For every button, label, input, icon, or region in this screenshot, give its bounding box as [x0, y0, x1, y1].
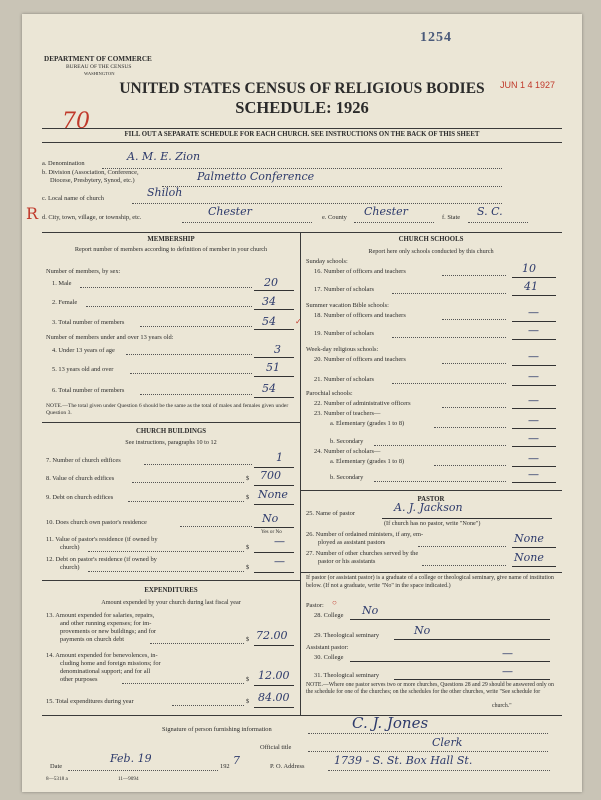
q23a-value[interactable]: —	[528, 414, 539, 427]
q13-label-3: provements or new buildings; and for	[60, 628, 157, 635]
official-title-value[interactable]: Clerk	[432, 736, 463, 749]
q11-value[interactable]: —	[274, 535, 285, 548]
buildings-heading: CHURCH BUILDINGS	[135, 428, 207, 435]
date-value[interactable]: Feb. 19	[110, 752, 152, 765]
q29-value[interactable]: No	[414, 624, 431, 637]
q23-label: 23. Number of teachers—	[314, 410, 381, 417]
q16-value[interactable]: 10	[522, 262, 536, 275]
dotted-line	[392, 383, 506, 384]
answer-line	[512, 408, 556, 409]
q12-label-1: 12. Debt on pastor's residence (if owned by	[46, 556, 157, 563]
answer-line	[382, 518, 552, 519]
dollar-sign: $	[246, 544, 250, 551]
dotted-line	[418, 546, 506, 547]
divider	[42, 232, 562, 233]
answer-line	[254, 376, 294, 377]
red-check-icon: ✓	[295, 317, 302, 326]
year-handwritten[interactable]: 7	[233, 754, 240, 767]
dotted-line	[80, 287, 252, 288]
dotted-line	[328, 770, 550, 771]
answer-line	[512, 321, 556, 322]
print-code: 11—9094	[118, 776, 139, 782]
city-name: WASHINGTON	[84, 71, 115, 76]
q24b-value[interactable]: —	[528, 468, 539, 481]
form-code: 8—5318 a	[46, 776, 68, 782]
q3-label: 3. Total number of members	[52, 319, 125, 326]
denomination-value[interactable]: A. M. E. Zion	[127, 150, 201, 163]
membership-subheading: Report number of members according to definition of member in your church	[74, 246, 268, 253]
dotted-line	[132, 482, 244, 483]
answer-line	[512, 365, 556, 366]
q24b-label: b. Secondary	[330, 474, 364, 481]
county-value[interactable]: Chester	[364, 205, 408, 218]
sunday-label: Sunday schools:	[306, 258, 348, 265]
membership-note: NOTE.—The total given under Question 6 should be the same as the total of males and females given under Question 3.	[46, 403, 289, 416]
q17-value[interactable]: 41	[524, 280, 538, 293]
q15-value[interactable]: 84.00	[258, 691, 290, 704]
q29-label: 29. Theological seminary	[314, 632, 380, 639]
q27-label-1: 27. Number of other churches served by the	[306, 550, 419, 557]
dotted-line	[468, 222, 528, 223]
bureau-name: BUREAU OF THE CENSUS	[66, 64, 132, 70]
answer-line	[254, 707, 294, 708]
dotted-line	[442, 319, 506, 320]
divider	[42, 715, 562, 716]
form-number: 1254	[420, 30, 452, 45]
q26-label-2: ployed as assistant pastors	[318, 539, 386, 546]
q13-label-4: payments on church debt	[60, 636, 125, 643]
divider	[42, 142, 562, 143]
divider	[42, 422, 300, 423]
answer-line	[512, 466, 556, 467]
q20-label: 20. Number of officers and teachers	[314, 356, 406, 363]
q13-label-1: 13. Amount expended for salaries, repairs,	[46, 612, 155, 619]
dotted-line	[392, 293, 506, 294]
q25-label: 25. Name of pastor	[306, 510, 355, 517]
dotted-line	[102, 168, 502, 169]
q13-label-2: and other running expenses; for im-	[60, 620, 152, 627]
dotted-line	[308, 751, 548, 752]
answer-line	[512, 566, 556, 567]
q9-value[interactable]: None	[258, 488, 288, 501]
q27-label-2: pastor or his assistants	[318, 558, 376, 565]
divider	[42, 128, 562, 129]
dollar-sign: $	[246, 676, 250, 683]
dotted-line	[180, 526, 252, 527]
dollar-sign: $	[246, 636, 250, 643]
red-r-mark: R	[26, 204, 39, 223]
official-title-label: Official title	[260, 744, 292, 751]
q8-value[interactable]: 700	[260, 469, 281, 482]
dotted-line	[442, 407, 506, 408]
q24a-value[interactable]: —	[528, 452, 539, 465]
buildings-subheading: See instructions, paragraphs 10 to 12	[125, 439, 217, 446]
q3-value[interactable]: 54	[262, 315, 276, 328]
answer-line	[254, 357, 294, 358]
schools-heading: CHURCH SCHOOLS	[398, 236, 464, 243]
q24a-label: a. Elementary (grades 1 to 8)	[330, 458, 405, 465]
pastor-note: NOTE.—Where one pastor serves two or more churches, Questions 28 and 29 should be answered only on the schedule for one of the churches; on the schedules for the other churches, write "See schedule for	[306, 682, 554, 695]
membership-heading: MEMBERSHIP	[147, 236, 195, 243]
dollar-sign: $	[246, 494, 250, 501]
q5-label: 5. 13 years old and over	[52, 366, 114, 373]
department-name: DEPARTMENT OF COMMERCE	[44, 55, 152, 63]
dotted-line	[308, 733, 548, 734]
dotted-line	[182, 222, 312, 223]
q30-value[interactable]: —	[502, 647, 513, 660]
q22-label: 22. Number of administrative officers	[314, 400, 411, 407]
q28-label: 28. College	[314, 612, 344, 619]
dotted-line	[392, 337, 506, 338]
answer-line	[512, 547, 556, 548]
dotted-line	[162, 186, 502, 187]
q25-value[interactable]: A. J. Jackson	[394, 501, 463, 514]
q13-value[interactable]: 72.00	[256, 629, 288, 642]
address-value[interactable]: 1739 - S. St. Box Hall St.	[334, 754, 473, 767]
dotted-line	[130, 373, 252, 374]
q10-label: 10. Does church own pastor's residence	[46, 519, 147, 526]
q9-label: 9. Debt on church edifices	[46, 494, 114, 501]
q6-value[interactable]: 54	[262, 382, 276, 395]
dotted-line	[140, 326, 252, 327]
division-label-2: Diocese, Presbytery, Synod, etc.)	[50, 177, 135, 184]
q30-label: 30. College	[314, 654, 344, 661]
answer-line	[350, 661, 550, 662]
page-subtitle: SCHEDULE: 1926	[235, 98, 369, 117]
q10-hint: Yes or No	[261, 529, 282, 535]
dotted-line	[88, 571, 244, 572]
dotted-line	[434, 465, 506, 466]
dollar-sign: $	[246, 564, 250, 571]
q15-label: 15. Total expenditures during year	[46, 698, 134, 705]
division-value[interactable]: Palmetto Conference	[197, 170, 315, 183]
red-circle-icon: ○	[332, 598, 337, 607]
schools-subheading: Report here only schools conducted by this church	[368, 248, 494, 255]
q12-value[interactable]: —	[274, 555, 285, 568]
q23b-value[interactable]: —	[528, 432, 539, 445]
dotted-line	[132, 203, 502, 204]
answer-line	[254, 645, 294, 646]
expenditures-subheading: Amount expended by your church during last fiscal year	[101, 599, 241, 606]
dotted-line	[374, 481, 506, 482]
q8-label: 8. Value of church edifices	[46, 475, 115, 482]
q14-label-1: 14. Amount expended for benevolences, in-	[46, 652, 158, 659]
divider	[42, 580, 300, 581]
q19-value[interactable]: —	[528, 324, 539, 337]
q19-label: 19. Number of scholars	[314, 330, 374, 337]
dotted-line	[88, 551, 244, 552]
q7-label: 7. Number of church edifices	[46, 457, 121, 464]
pastor-note-end: church."	[492, 703, 512, 709]
q4-label: 4. Under 13 years of age	[52, 347, 115, 354]
answer-line	[394, 679, 550, 680]
answer-line	[512, 295, 556, 296]
q12-label-2: church)	[60, 564, 80, 571]
q26-value[interactable]: None	[514, 532, 544, 545]
dotted-line	[128, 501, 244, 502]
dotted-line	[144, 464, 252, 465]
by-sex-label: Number of members, by sex:	[46, 268, 121, 275]
answer-line	[512, 385, 556, 386]
county-label: e. County	[322, 214, 347, 221]
division-label-1: b. Division (Association, Conference,	[42, 169, 139, 176]
dotted-line	[374, 445, 506, 446]
q16-label: 16. Number of officers and teachers	[314, 268, 406, 275]
answer-line	[254, 485, 294, 486]
answer-line	[254, 572, 294, 573]
local-church-label: c. Local name of church	[42, 195, 104, 202]
q14-label-3: denominational support; and for all	[60, 668, 151, 675]
date-label: Date	[50, 763, 63, 770]
answer-line	[254, 467, 294, 468]
q22-value[interactable]: —	[528, 394, 539, 407]
divider	[300, 490, 562, 491]
dotted-line	[126, 354, 252, 355]
year-printed: 192	[220, 763, 230, 770]
answer-line	[512, 446, 556, 447]
dotted-line	[442, 275, 506, 276]
q1-label: 1. Male	[52, 280, 72, 287]
answer-line	[254, 527, 294, 528]
dollar-sign: $	[246, 475, 250, 482]
weekday-label: Week-day religious schools:	[306, 346, 379, 353]
dotted-line	[150, 643, 244, 644]
age-label: Number of members under and over 13 years old:	[46, 334, 174, 341]
q11-label-1: 11. Value of pastor's residence (if owned by	[46, 536, 158, 543]
q1-value[interactable]: 20	[264, 276, 278, 289]
red-annotation: 70	[62, 109, 90, 134]
divider	[300, 572, 562, 573]
signature-label: Signature of person furnishing information	[162, 726, 272, 733]
q31-label: 31. Theological seminary	[314, 672, 380, 679]
dotted-line	[434, 427, 506, 428]
answer-line	[254, 290, 294, 291]
q14-label-2: cluding home and foreign missions; for	[60, 660, 161, 667]
q4-value[interactable]: 3	[274, 343, 281, 356]
q25-hint: (If church has no pastor, write "None")	[384, 520, 481, 527]
dotted-line	[122, 683, 244, 684]
q2-value[interactable]: 34	[262, 295, 276, 308]
q31-value[interactable]: —	[502, 665, 513, 678]
state-value[interactable]: S. C.	[477, 205, 503, 218]
page-title: UNITED STATES CENSUS OF RELIGIOUS BODIES	[119, 80, 485, 97]
dollar-sign: $	[246, 698, 250, 705]
q6-label: 6. Total number of members	[52, 387, 125, 394]
dotted-line	[354, 222, 434, 223]
answer-line	[512, 482, 556, 483]
q27-value[interactable]: None	[514, 551, 544, 564]
local-church-value[interactable]: Shiloh	[147, 186, 183, 199]
q28-value[interactable]: No	[362, 604, 379, 617]
answer-line	[254, 309, 294, 310]
dotted-line	[442, 363, 506, 364]
dotted-line	[86, 306, 252, 307]
q18-value[interactable]: —	[528, 306, 539, 319]
q5-value[interactable]: 51	[266, 361, 280, 374]
answer-line	[512, 428, 556, 429]
dotted-line	[172, 705, 244, 706]
pastor-heading: PASTOR	[417, 496, 445, 503]
q23b-label: b. Secondary	[330, 438, 364, 445]
answer-line	[254, 552, 294, 553]
q7-value[interactable]: 1	[276, 451, 283, 464]
q14-label-4: other purposes	[60, 676, 98, 683]
q10-value[interactable]: No	[262, 512, 279, 525]
state-label: f. State	[442, 214, 461, 221]
q2-label: 2. Female	[52, 299, 78, 306]
expenditures-heading: EXPENDITURES	[144, 587, 198, 594]
signature-value[interactable]: C. J. Jones	[352, 714, 429, 732]
pastor-label: Pastor:	[306, 602, 324, 609]
q24-label: 24. Number of scholars—	[314, 448, 381, 455]
answer-line	[254, 329, 294, 330]
answer-line	[254, 685, 294, 686]
assistant-label: Assistant pastor:	[306, 644, 349, 651]
column-divider	[300, 232, 301, 715]
q20-value[interactable]: —	[528, 350, 539, 363]
answer-line	[394, 639, 550, 640]
q17-label: 17. Number of scholars	[314, 286, 374, 293]
city-value[interactable]: Chester	[208, 205, 252, 218]
dotted-line	[140, 394, 252, 395]
answer-line	[512, 339, 556, 340]
answer-line	[254, 397, 294, 398]
answer-line	[350, 619, 550, 620]
denomination-label: a. Denomination	[42, 160, 85, 167]
summer-label: Summer vacation Bible schools:	[306, 302, 389, 309]
parochial-label: Parochial schools:	[306, 390, 353, 397]
address-label: P. O. Address	[270, 763, 305, 770]
q14-value[interactable]: 12.00	[258, 669, 290, 682]
city-label: d. City, town, village, or township, etc.	[42, 214, 142, 221]
q21-label: 21. Number of scholars	[314, 376, 374, 383]
q23a-label: a. Elementary (grades 1 to 8)	[330, 420, 405, 427]
q21-value[interactable]: —	[528, 370, 539, 383]
dotted-line	[68, 770, 218, 771]
instructions-line: FILL OUT A SEPARATE SCHEDULE FOR EACH CHURCH. SEE INSTRUCTIONS ON THE BACK OF THIS SHEET	[124, 131, 480, 138]
q18-label: 18. Number of officers and teachers	[314, 312, 406, 319]
answer-line	[512, 277, 556, 278]
census-schedule-page	[22, 14, 582, 792]
q26-label-1: 26. Number of ordained ministers, if any, em-	[306, 531, 424, 538]
answer-line	[254, 504, 294, 505]
q11-label-2: church)	[60, 544, 80, 551]
dotted-line	[422, 565, 506, 566]
received-date-stamp: JUN 1 4 1927	[500, 80, 556, 90]
college-note: If pastor (or assistant pastor) is a graduate of a college or theological seminary, give name of institution below. (If not a graduate, write "No" in the space indicated.)	[306, 575, 554, 589]
